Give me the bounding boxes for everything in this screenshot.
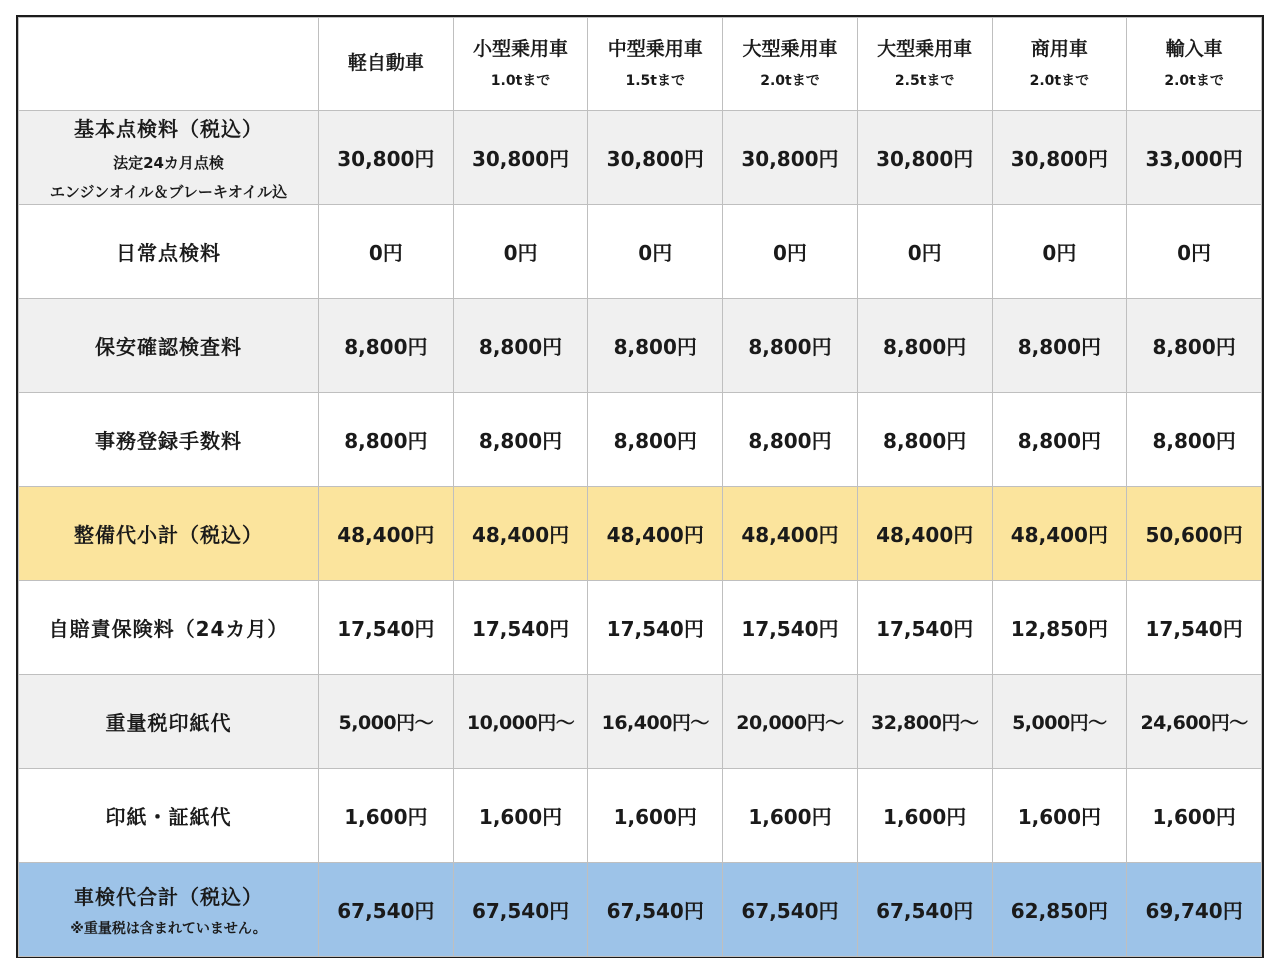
price-cell: 30,800円 bbox=[319, 111, 454, 205]
row-basic-fee bbox=[19, 111, 1262, 205]
price-cell: 48,400円 bbox=[992, 487, 1127, 581]
row-label: 基本点検料（税込） bbox=[74, 117, 263, 141]
price-cell: 67,540円 bbox=[453, 863, 588, 957]
row-subtotal bbox=[19, 487, 1262, 581]
price-cell: 8,800円 bbox=[319, 299, 454, 393]
price-cell: 8,800円 bbox=[857, 393, 992, 487]
row-registration-fee bbox=[19, 393, 1262, 487]
header-name: 軽自動車 bbox=[347, 52, 424, 75]
row-label-cell bbox=[19, 863, 319, 957]
row-label: 重量税印紙代 bbox=[19, 675, 319, 769]
row-label: 保安確認検査料 bbox=[19, 299, 319, 393]
price-cell: 0円 bbox=[992, 205, 1127, 299]
row-stamp-fee bbox=[19, 769, 1262, 863]
header-kei bbox=[319, 18, 454, 111]
price-cell: 30,800円 bbox=[588, 111, 723, 205]
price-cell: 1,600円 bbox=[453, 769, 588, 863]
row-label-note: エンジンオイル＆ブレーキオイル込 bbox=[49, 183, 288, 201]
header-large-25 bbox=[857, 18, 992, 111]
price-cell: 67,540円 bbox=[857, 863, 992, 957]
price-cell: 48,400円 bbox=[588, 487, 723, 581]
price-cell: 30,800円 bbox=[857, 111, 992, 205]
header-name: 大型乗用車 bbox=[877, 38, 973, 61]
header-weight: 2.0tまで bbox=[1029, 72, 1090, 89]
price-cell: 69,740円 bbox=[1127, 863, 1262, 957]
header-medium bbox=[588, 18, 723, 111]
price-cell: 17,540円 bbox=[453, 581, 588, 675]
row-label: 車検代合計（税込） bbox=[74, 885, 263, 909]
price-cell: 24,600円～ bbox=[1127, 675, 1262, 769]
price-cell: 12,850円 bbox=[992, 581, 1127, 675]
price-cell: 17,540円 bbox=[723, 581, 858, 675]
header-name: 大型乗用車 bbox=[742, 38, 838, 61]
price-cell: 1,600円 bbox=[857, 769, 992, 863]
row-label-note: 法定24カ月点検 bbox=[113, 154, 224, 172]
price-cell: 48,400円 bbox=[319, 487, 454, 581]
price-cell: 0円 bbox=[723, 205, 858, 299]
price-cell: 0円 bbox=[857, 205, 992, 299]
header-weight: 1.5tまで bbox=[625, 72, 685, 89]
price-cell: 8,800円 bbox=[992, 299, 1127, 393]
header-small bbox=[453, 18, 588, 111]
price-cell: 5,000円～ bbox=[992, 675, 1127, 769]
price-cell: 67,540円 bbox=[723, 863, 858, 957]
price-cell: 8,800円 bbox=[1127, 299, 1262, 393]
price-cell: 10,000円～ bbox=[453, 675, 588, 769]
price-cell: 30,800円 bbox=[723, 111, 858, 205]
price-cell: 0円 bbox=[588, 205, 723, 299]
row-label: 整備代小計（税込） bbox=[19, 487, 319, 581]
price-cell: 0円 bbox=[319, 205, 454, 299]
price-cell: 1,600円 bbox=[588, 769, 723, 863]
inspection-price-table bbox=[18, 17, 1262, 957]
price-cell: 8,800円 bbox=[319, 393, 454, 487]
row-total bbox=[19, 863, 1262, 957]
header-commercial bbox=[992, 18, 1127, 111]
header-name: 商用車 bbox=[1030, 38, 1088, 61]
price-cell: 8,800円 bbox=[723, 393, 858, 487]
price-cell: 0円 bbox=[453, 205, 588, 299]
price-cell: 30,800円 bbox=[992, 111, 1127, 205]
header-name: 中型乗用車 bbox=[607, 38, 703, 61]
header-weight: 2.5tまで bbox=[894, 72, 955, 89]
price-cell: 30,800円 bbox=[453, 111, 588, 205]
price-cell: 8,800円 bbox=[453, 393, 588, 487]
price-cell: 8,800円 bbox=[588, 393, 723, 487]
price-cell: 1,600円 bbox=[723, 769, 858, 863]
price-cell: 5,000円～ bbox=[319, 675, 454, 769]
price-cell: 8,800円 bbox=[588, 299, 723, 393]
price-cell: 0円 bbox=[1127, 205, 1262, 299]
price-cell: 67,540円 bbox=[588, 863, 723, 957]
price-cell: 48,400円 bbox=[453, 487, 588, 581]
price-cell: 16,400円～ bbox=[588, 675, 723, 769]
row-label: 日常点検料 bbox=[19, 205, 319, 299]
header-name: 小型乗用車 bbox=[473, 38, 569, 61]
row-label-note: ※重量税は含まれていません。 bbox=[70, 921, 267, 937]
price-cell: 33,000円 bbox=[1127, 111, 1262, 205]
row-label: 印紙・証紙代 bbox=[19, 769, 319, 863]
price-cell: 17,540円 bbox=[319, 581, 454, 675]
price-cell: 48,400円 bbox=[857, 487, 992, 581]
row-label: 自賠責保険料（24カ月） bbox=[19, 581, 319, 675]
price-cell: 1,600円 bbox=[992, 769, 1127, 863]
row-insurance bbox=[19, 581, 1262, 675]
row-daily-inspection bbox=[19, 205, 1262, 299]
row-safety-check bbox=[19, 299, 1262, 393]
price-cell: 17,540円 bbox=[857, 581, 992, 675]
row-label-cell bbox=[19, 111, 319, 205]
price-cell: 8,800円 bbox=[992, 393, 1127, 487]
header-row bbox=[19, 18, 1262, 111]
row-label: 事務登録手数料 bbox=[19, 393, 319, 487]
price-cell: 20,000円～ bbox=[723, 675, 858, 769]
price-table-frame bbox=[16, 15, 1264, 958]
price-cell: 8,800円 bbox=[453, 299, 588, 393]
price-cell: 8,800円 bbox=[723, 299, 858, 393]
header-weight: 1.0tまで bbox=[490, 72, 551, 89]
price-cell: 17,540円 bbox=[1127, 581, 1262, 675]
header-name: 輸入車 bbox=[1165, 38, 1223, 61]
header-weight: 2.0tまで bbox=[1164, 72, 1224, 89]
header-weight: 2.0tまで bbox=[760, 72, 820, 89]
price-cell: 48,400円 bbox=[723, 487, 858, 581]
price-cell: 17,540円 bbox=[588, 581, 723, 675]
price-cell: 1,600円 bbox=[1127, 769, 1262, 863]
price-cell: 32,800円～ bbox=[857, 675, 992, 769]
price-cell: 8,800円 bbox=[857, 299, 992, 393]
corner-cell bbox=[19, 18, 319, 111]
row-weight-tax bbox=[19, 675, 1262, 769]
price-cell: 62,850円 bbox=[992, 863, 1127, 957]
header-large-20 bbox=[723, 18, 858, 111]
price-cell: 67,540円 bbox=[319, 863, 454, 957]
header-imported bbox=[1127, 18, 1262, 111]
price-cell: 1,600円 bbox=[319, 769, 454, 863]
price-cell: 8,800円 bbox=[1127, 393, 1262, 487]
price-cell: 50,600円 bbox=[1127, 487, 1262, 581]
